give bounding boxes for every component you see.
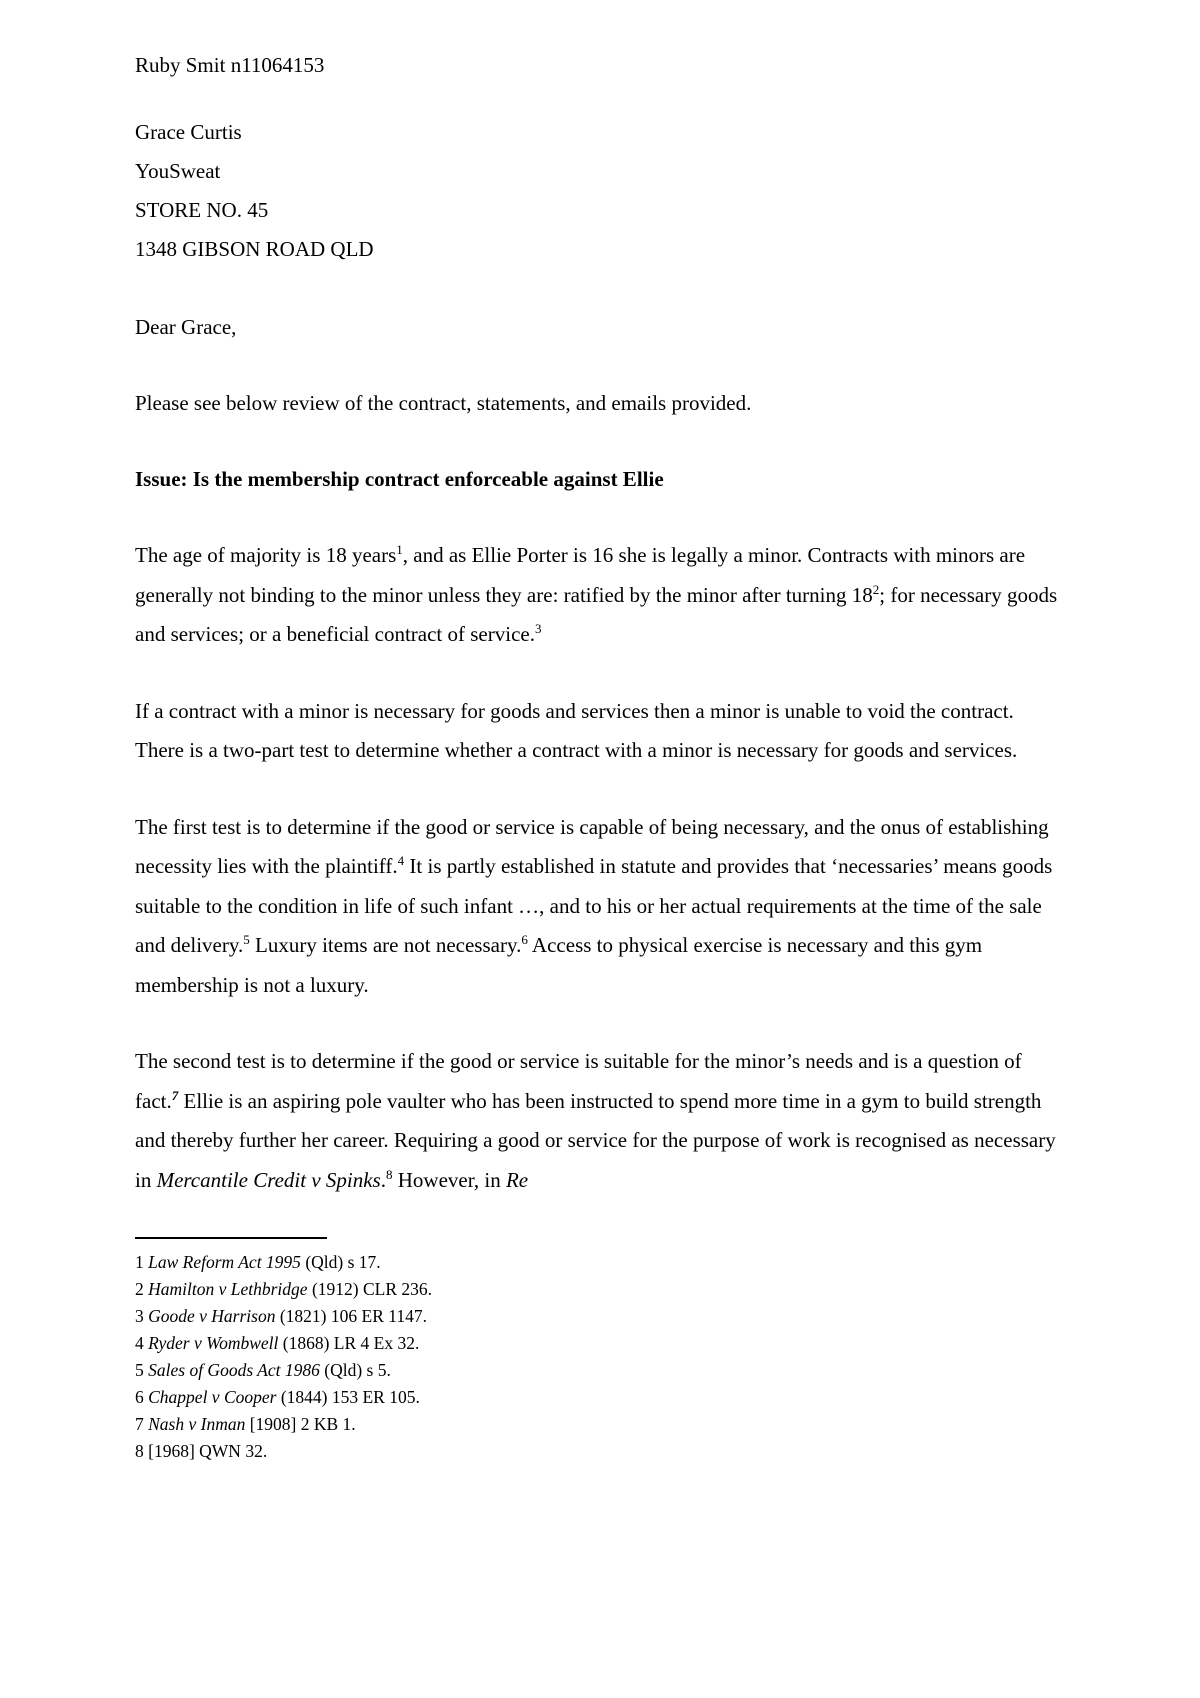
footnote: 7 Nash v Inman [1908] 2 KB 1. [135, 1414, 356, 1434]
recipient-address [135, 113, 1065, 269]
recipient-street: 1348 GIBSON ROAD QLD [135, 237, 374, 261]
recipient-store: STORE NO. 45 [135, 198, 269, 222]
footnote: 5 Sales of Goods Act 1986 (Qld) s 5. [135, 1360, 391, 1380]
footnote: 8 [1968] QWN 32. [135, 1441, 268, 1461]
salutation: Dear Grace, [135, 315, 237, 339]
footnote: 1 Law Reform Act 1995 (Qld) s 17. [135, 1252, 381, 1272]
recipient-name: Grace Curtis [135, 120, 242, 144]
footnote: 3 Goode v Harrison (1821) 106 ER 1147. [135, 1306, 427, 1326]
issue-heading: Issue: Is the membership contract enforceable against Ellie [135, 467, 664, 491]
footnote-separator [135, 1237, 327, 1239]
recipient-company: YouSweat [135, 159, 221, 183]
body-paragraph: If a contract with a minor is necessary for goods and services then a minor is unable to void the contract. There is a two-part test to determine whether a contract with a minor is necessary for goods and services. [135, 698, 1018, 762]
footnote: 6 Chappel v Cooper (1844) 153 ER 105. [135, 1387, 420, 1407]
footnotes-area [135, 1237, 1065, 1465]
author-line: Ruby Smit n11064153 [135, 53, 325, 77]
footnotes [135, 1249, 1065, 1465]
intro-paragraph: Please see below review of the contract, statements, and emails provided. [135, 391, 752, 415]
body-paragraph: The first test is to determine if the good or service is capable of being necessary, and the onus of establishing necessity lies with the plaintiff.$^4$ It is partly established in statute and provides that ‘necessaries’ means goods suitable to the condition in life of such infant …, and to his or her actual requirements at the time of the sale and delivery.$^5$ Luxury items are not necessary.$^6$ Access to physical exercise is necessary and this gym membership is not a luxury. [135, 814, 1053, 997]
body-paragraph: The second test is to determine if the good or service is suitable for the minor’s needs and is a question of fact.$^7$ Ellie is an aspiring pole vaulter who has been instructed to spend more time in a gym to build strength and thereby further her career. Requiring a good or service for the purpose of work is recognised as necessary in Mercantile Credit v Spinks.$^8$ However, in Re [135, 1049, 1056, 1192]
body-paragraphs [135, 536, 1065, 1200]
body-paragraph: The age of majority is 18 years$^1$, and as Ellie Porter is 16 she is legally a minor. Contracts with minors are generally not binding to the minor unless they are: ratified by the minor after turning $18^2$; for necessary goods and services; or a beneficial contract of service.$^3$ [135, 542, 1058, 646]
footnote: 2 Hamilton v Lethbridge (1912) CLR 236. [135, 1279, 433, 1299]
footnote: 4 Ryder v Wombwell (1868) LR 4 Ex 32. [135, 1333, 420, 1353]
